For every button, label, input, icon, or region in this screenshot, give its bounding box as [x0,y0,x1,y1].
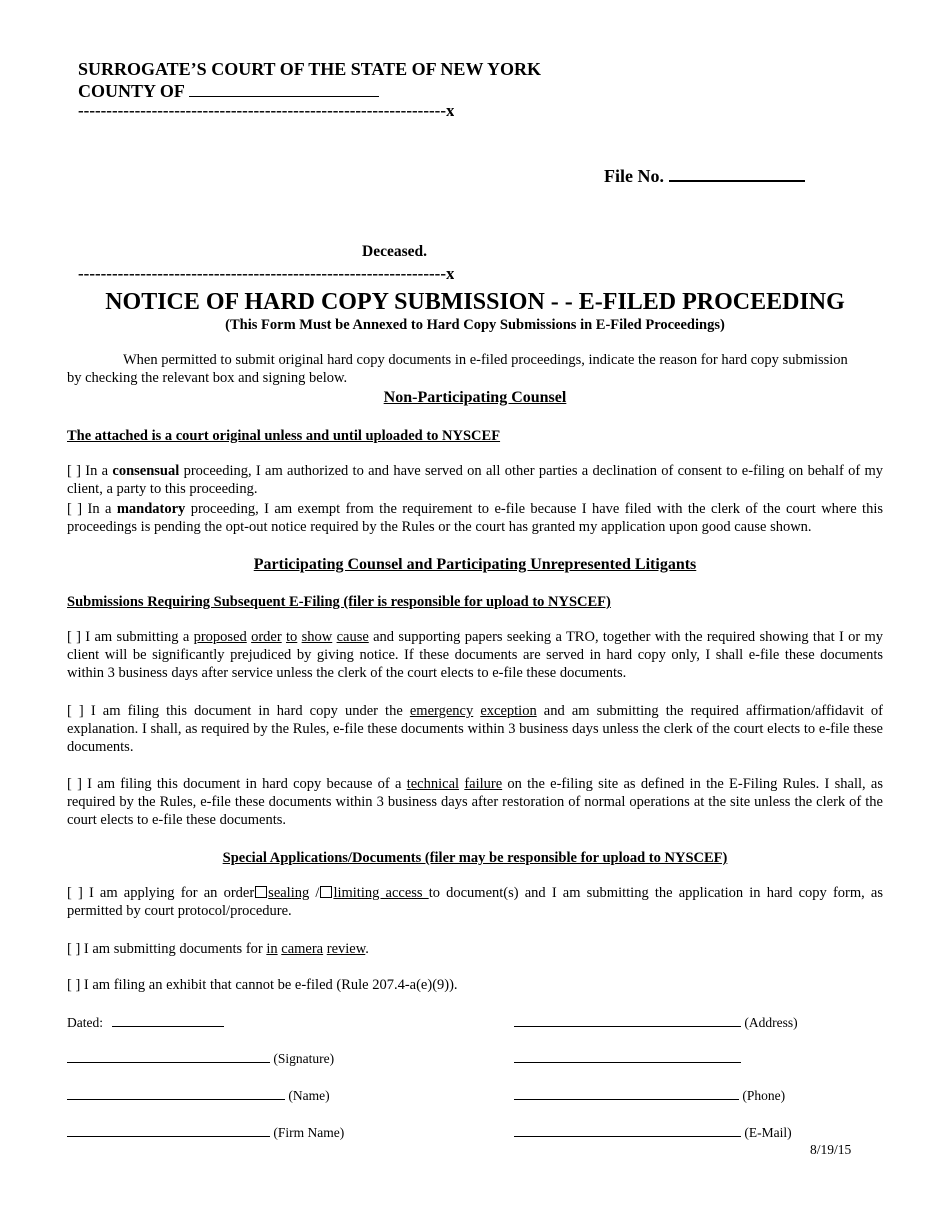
name-blank[interactable] [67,1086,285,1100]
file-number-blank[interactable] [669,166,805,182]
limiting-access-checkbox[interactable] [320,886,332,898]
mandatory-checkbox[interactable]: [ ] [67,501,83,517]
email-blank[interactable] [514,1123,741,1137]
revision-date: 8/19/15 [810,1142,852,1157]
phone-blank[interactable] [514,1086,739,1100]
signature-blank[interactable] [67,1049,270,1063]
court-header [78,58,541,102]
emergency-option: [ ] I am filing this document in hard copy under the emergency exception and am submitting the required affirmation/affidavit of explanation. I shall, as required by the Rules, e-file these documents within 3 business days unless the clerk of the court elects to e-file these documents. [67,703,884,755]
participating-heading: Participating Counsel and Participating Unrepresented Litigants [253,556,697,573]
technical-failure-option: [ ] I am filing this document in hard copy because of a technical failure on the e-filing site as defined in the E-Filing Rules. I shall, as required by the Rules, e-file these documents within 3 business days after restoration of normal operations at the site unless the clerk of the court elects to e-file these documents. [67,776,883,828]
name-field: (Name) [67,1086,330,1105]
dated-field: Dated: [67,1013,224,1032]
special-heading: Special Applications/Documents (filer may be responsible for upload to NYSCEF) [222,850,728,866]
phone-field: (Phone) [514,1086,785,1105]
consensual-option: [ ] In a consensual proceeding, I am authorized to and have served on all other parties a declination of consent to e-filing on behalf of my client, a party to this proceeding. [67,463,884,497]
exhibit-checkbox[interactable]: [ ] [67,977,81,993]
in-camera-checkbox[interactable]: [ ] [67,941,81,957]
address-field: (Address) [514,1013,798,1032]
sealing-option: [ ] I am applying for an order sealing / limiting access to document(s) and I am submitting the application in hard copy form, as permitted by court protocol/procedure. [67,885,883,919]
county-line: COUNTY OF [78,80,541,102]
tro-checkbox[interactable]: [ ] [67,629,81,645]
caption-separator-bottom: -----------------------------------------------------------------x [78,265,455,283]
sealing-option-checkbox[interactable]: [ ] [67,885,83,901]
deceased-label: Deceased. [362,243,427,260]
technical-failure-checkbox[interactable]: [ ] [67,776,82,792]
firm-name-blank[interactable] [67,1123,270,1137]
sealing-checkbox[interactable] [255,886,267,898]
signature-field: (Signature) [67,1049,334,1068]
email-field: (E-Mail) [514,1123,792,1142]
consensual-checkbox[interactable]: [ ] [67,463,81,479]
address-line-2 [514,1049,741,1068]
form-subtitle: (This Form Must be Annexed to Hard Copy Submissions in E-Filed Proceedings) [225,317,725,333]
exhibit-option: [ ] I am filing an exhibit that cannot be e-filed (Rule 207.4-a(e)(9)). [67,977,458,993]
participating-subheading: Submissions Requiring Subsequent E-Filing (filer is responsible for upload to NYSCEF) [67,594,611,610]
caption-separator-top: -----------------------------------------------------------------x [78,102,455,120]
tro-option: [ ] I am submitting a proposed order to show cause and supporting papers seeking a TRO, together with the required showing that I or my client will be significantly prejudiced by giving notice. If these documents are served in hard copy only, I shall e-file these documents within 3 business days after service unless the clerk of the court elects to e-file these documents. [67,629,884,681]
non-participating-heading: Non-Participating Counsel [383,389,567,406]
address-blank-1[interactable] [514,1013,741,1027]
intro-line-2: by checking the relevant box and signing below. [67,370,348,386]
firm-name-field: (Firm Name) [67,1123,344,1142]
mandatory-option: [ ] In a mandatory proceeding, I am exempt from the requirement to e-file because I have filed with the clerk of the court where this proceedings is pending the opt-out notice required by the Rules or the court has granted my application upon good cause shown. [67,501,883,535]
county-blank[interactable] [189,82,379,97]
intro-line-1: When permitted to submit original hard copy documents in e-filed proceedings, indicate the reason for hard copy submission [123,352,848,368]
file-number: File No. [604,166,805,185]
emergency-checkbox[interactable]: [ ] [67,703,84,719]
court-name: SURROGATE’S COURT OF THE STATE OF NEW YORK [78,59,541,79]
dated-blank[interactable] [112,1013,224,1027]
in-camera-option: [ ] I am submitting documents for in camera review. [67,941,369,957]
address-blank-2[interactable] [514,1049,741,1063]
intro-paragraph [67,351,883,387]
non-participating-subheading: The attached is a court original unless and until uploaded to NYSCEF [67,428,501,444]
form-title: NOTICE OF HARD COPY SUBMISSION - - E-FILED PROCEEDING [105,289,845,315]
